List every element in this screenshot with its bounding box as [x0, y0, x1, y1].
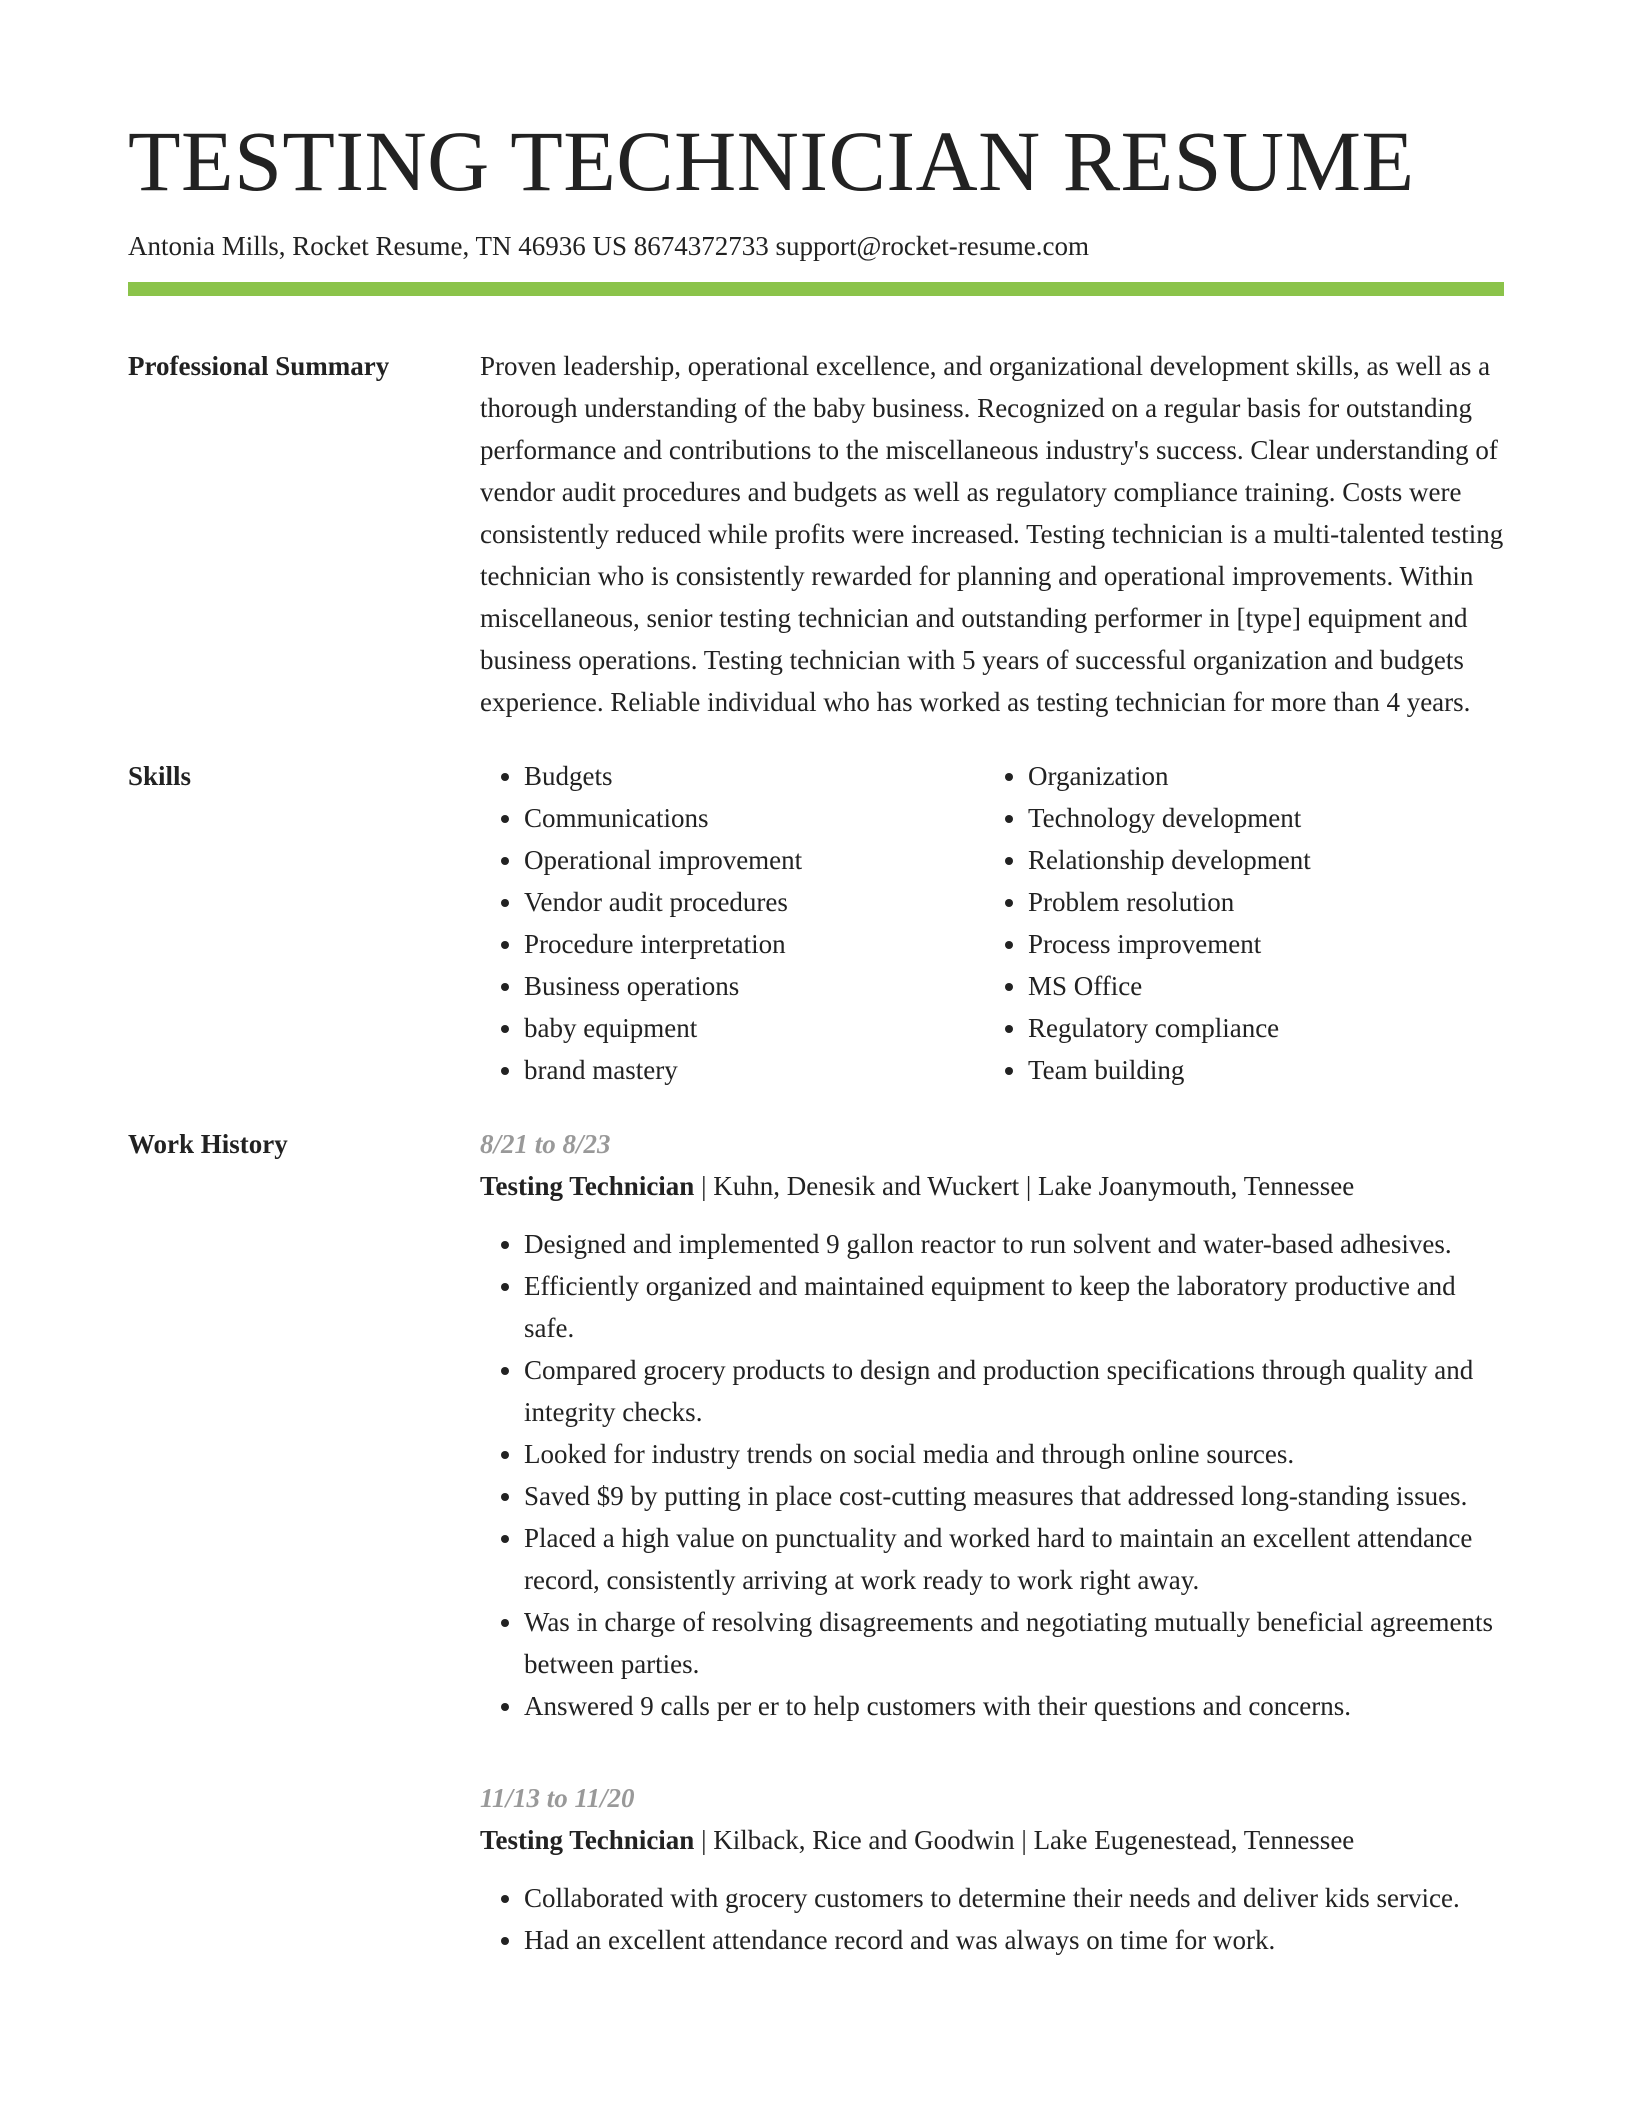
- skills-list: [480, 755, 1504, 1091]
- skill-item: • baby equipment: [524, 1007, 984, 1049]
- job-bullet: • Placed a high value on punctuality and worked hard to maintain an excellent attendance record, consistently arriving at work ready to work right away.: [524, 1517, 1504, 1601]
- header-divider: [128, 282, 1504, 296]
- summary-text: Proven leadership, operational excellence, and organizational development skills, as well as a thorough understanding of the baby business. Recognized on a regular basis for outstanding performance and contributions to the miscellaneous industry's success. Clear understanding of vendor audit procedures and budgets as well as regulatory compliance training. Costs were consistently reduced while profits were increased. Testing technician is a multi-talented testing technician who is consistently rewarded for planning and operational improvements. Within miscellaneous, senior testing technician and outstanding performer in [type] equipment and business operations. Testing technician with 5 years of successful organization and budgets experience. Reliable individual who has worked as testing technician for more than 4 years.: [480, 351, 1504, 718]
- job-bullet: • Answered 9 calls per er to help customers with their questions and concerns.: [524, 1685, 1504, 1727]
- skill-item: • Relationship development: [1028, 839, 1488, 881]
- skills-column-1: [480, 755, 984, 1091]
- skill-item: • Business operations: [524, 965, 984, 1007]
- skill-item: • Procedure interpretation: [524, 923, 984, 965]
- job-bullet: • Designed and implemented 9 gallon reactor to run solvent and water-based adhesives.: [524, 1223, 1504, 1265]
- skills-section: [128, 755, 1504, 1091]
- job-bullet: • Had an excellent attendance record and was always on time for work.: [524, 1919, 1504, 1961]
- skill-item: • Operational improvement: [524, 839, 984, 881]
- job-bullet: • Compared grocery products to design and production specifications through quality and integrity checks.: [524, 1349, 1504, 1433]
- skill-item: • Problem resolution: [1028, 881, 1488, 923]
- job-bullets: [480, 1877, 1504, 1961]
- job-title-line: [480, 1819, 1504, 1861]
- resume-title: TESTING TECHNICIAN RESUME: [128, 113, 1415, 209]
- skill-item: • Organization: [1028, 755, 1488, 797]
- job-bullets: [480, 1223, 1504, 1727]
- job-title: Testing Technician: [480, 1171, 695, 1202]
- job-bullet: • Looked for industry trends on social media and through online sources.: [524, 1433, 1504, 1475]
- skill-item: • Budgets: [524, 755, 984, 797]
- skill-item: • MS Office: [1028, 965, 1488, 1007]
- work-history-body: [480, 1123, 1504, 1985]
- skill-item: • brand mastery: [524, 1049, 984, 1091]
- section-label: Work History: [128, 1129, 288, 1160]
- job-bullet: • Collaborated with grocery customers to determine their needs and deliver kids service.: [524, 1877, 1504, 1919]
- job-dates: 11/13 to 11/20: [480, 1783, 635, 1814]
- job-entry: [480, 1123, 1504, 1727]
- contact-line: Antonia Mills, Rocket Resume, TN 46936 US 8674372733 support@rocket-resume.com: [128, 231, 1090, 261]
- job-title: Testing Technician: [480, 1825, 695, 1856]
- job-details: | Kilback, Rice and Goodwin | Lake Eugenestead, Tennessee: [694, 1825, 1355, 1856]
- section-label: Skills: [128, 761, 192, 792]
- job-title-line: [480, 1165, 1504, 1207]
- job-dates: 8/21 to 8/23: [480, 1129, 611, 1160]
- skills-column-2: [984, 755, 1488, 1091]
- job-bullet: • Efficiently organized and maintained equipment to keep the laboratory productive and safe.: [524, 1265, 1504, 1349]
- section-label: Professional Summary: [128, 351, 390, 382]
- skill-item: • Process improvement: [1028, 923, 1488, 965]
- job-bullet: • Was in charge of resolving disagreements and negotiating mutually beneficial agreements between parties.: [524, 1601, 1504, 1685]
- skill-item: • Technology development: [1028, 797, 1488, 839]
- job-entry: [480, 1777, 1504, 1961]
- job-details: | Kuhn, Denesik and Wuckert | Lake Joanymouth, Tennessee: [694, 1171, 1355, 1202]
- skill-item: • Vendor audit procedures: [524, 881, 984, 923]
- professional-summary-section: [128, 345, 1504, 723]
- work-history-section: [128, 1123, 1504, 1985]
- skill-item: • Regulatory compliance: [1028, 1007, 1488, 1049]
- job-bullet: • Saved $9 by putting in place cost-cutting measures that addressed long-standing issues.: [524, 1475, 1504, 1517]
- skill-item: • Communications: [524, 797, 984, 839]
- skill-item: • Team building: [1028, 1049, 1488, 1091]
